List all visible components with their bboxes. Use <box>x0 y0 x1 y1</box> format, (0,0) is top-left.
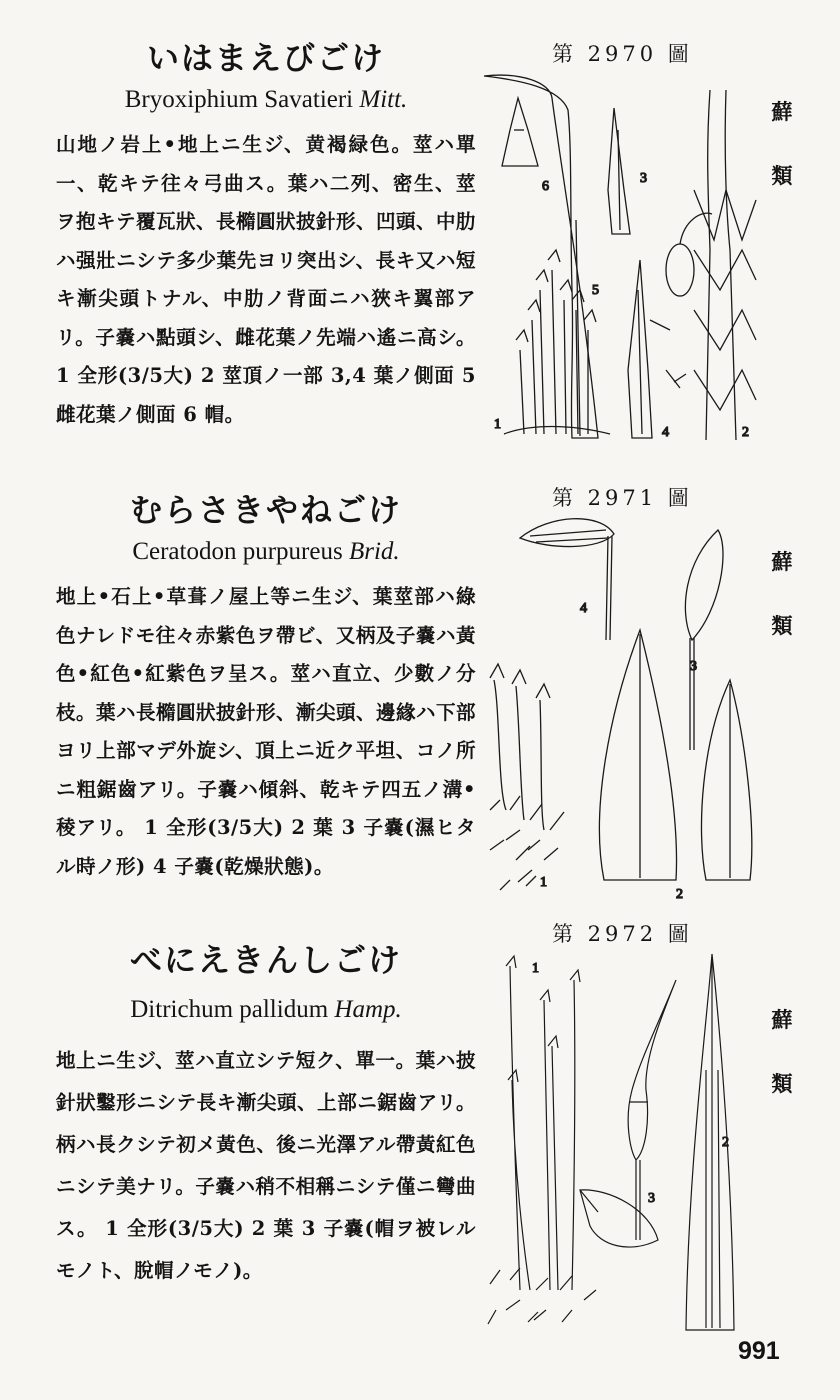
genus-species: Bryoxiphium Savatieri <box>124 86 354 113</box>
entry-title-ja: いはまえびごけ <box>146 39 385 77</box>
category-char: 蘚 <box>771 99 793 124</box>
author-abbrev: Brid. <box>348 538 400 565</box>
figure-number: 1 <box>494 417 501 432</box>
figure-number: 2 <box>676 887 683 900</box>
category-char: 類 <box>771 613 793 638</box>
category-tag <box>762 80 802 208</box>
entry-title-ja: むらさきやねごけ <box>129 491 402 529</box>
wet-capsule-drawing <box>685 530 723 750</box>
calyptra-drawing <box>502 98 538 166</box>
genus-species: Ditrichum pallidum <box>130 996 329 1023</box>
genus-species: Ceratodon purpureus <box>132 538 343 565</box>
category-char: 蘚 <box>771 1007 793 1032</box>
figure-number: 4 <box>580 601 587 616</box>
author-abbrev: Hamp. <box>334 996 402 1023</box>
habit-tuft-drawing <box>490 664 564 890</box>
figure-number: 2 <box>742 425 749 440</box>
entry-description: 山地ノ岩上•地上ニ生ジ、黄褐緑色。莖ハ單一、乾キテ往々弓曲ス。葉ハ二列、密生、莖ヲ抱キテ覆瓦狀、長橢圓狀披針形、凹頭、中肋ハ强壯ニシテ多少葉先ヨリ突出シ、長キ又ハ短キ漸尖頭トナル、中肋ノ背面ニハ狹キ翼部アリ。子嚢ハ點頭シ、雌花葉ノ先端ハ遙ニ高シ。1 全形(3/5大) 2 莖頂ノ一部 3,4 葉ノ側面 5 雌花葉ノ側面 6 帽。 <box>56 133 477 426</box>
category-char: 類 <box>771 1071 793 1096</box>
figure-number: 1 <box>540 875 547 890</box>
entry-2972-text <box>56 940 476 1292</box>
leaf-side-drawing-2 <box>628 260 686 438</box>
perichaetial-leaf-drawing <box>484 75 598 438</box>
capsule-drawing <box>580 1190 658 1247</box>
category-tag <box>762 988 802 1116</box>
category-char: 類 <box>771 163 793 188</box>
figure-number: 5 <box>592 283 599 298</box>
figure-number: 4 <box>662 425 669 440</box>
page-number: 991 <box>738 1337 780 1365</box>
figure-number: 1 <box>532 961 539 976</box>
entry-scientific-name <box>56 84 476 116</box>
figure-number: 3 <box>640 171 647 186</box>
figure-number: 3 <box>648 1191 655 1206</box>
entry-title-ja: べにえきんしごけ <box>129 941 402 979</box>
dry-capsule-drawing <box>520 519 614 640</box>
entry-description: 地上ニ生ジ、莖ハ直立シテ短ク、單一。葉ハ披針狀鑿形ニシテ長キ漸尖頭、上部ニ鋸齒アリ。柄ハ長クシテ初メ黃色、後ニ光澤アル帶黃紅色ニシテ美ナリ。子嚢ハ稍不相稱ニシテ僅ニ彎曲ス。 1 全形(3/5大) 2 葉 3 子嚢(帽ヲ被レルモノト、脫帽ノモノ)。 <box>56 1049 476 1282</box>
leaf-side-drawing <box>608 108 630 234</box>
author-abbrev: Mitt. <box>359 86 408 113</box>
figure-number: 6 <box>542 179 549 194</box>
figure-2971-illustration <box>480 510 760 900</box>
figure-2970-illustration <box>480 70 760 450</box>
category-char: 蘚 <box>771 549 793 574</box>
category-tag <box>762 530 802 658</box>
figure-label: 第 2970 圖 <box>552 42 693 66</box>
entry-2970-text <box>56 38 476 434</box>
entry-scientific-name <box>56 994 476 1026</box>
entry-description: 地上•石上•草葺ノ屋上等ニ生ジ、葉莖部ハ綠色ナレドモ往々赤紫色ヲ帶ビ、又柄及子嚢ハ黃色•紅色•紅紫色ヲ呈ス。莖ハ直立、少數ノ分枝。葉ハ長橢圓狀披針形、漸尖頭、邊緣ハ下部ヨリ上部マデ外旋シ、頂上ニ近ク平坦、コノ所ニ粗鋸齒アリ。子嚢ハ傾斜、乾キテ四五ノ溝•稜アリ。 1 全形(3/5大) 2 葉 3 子嚢(濕ヒタル時ノ形) 4 子嚢(乾燥狀態)。 <box>56 585 477 878</box>
figure-2972-illustration <box>480 950 740 1340</box>
figure-label: 第 2972 圖 <box>552 922 693 946</box>
entry-2971-text <box>56 490 476 886</box>
figure-number: 2 <box>722 1135 729 1150</box>
figure-label: 第 2971 圖 <box>552 486 693 510</box>
entry-scientific-name <box>56 536 476 568</box>
figure-number: 3 <box>690 659 697 674</box>
leaf-drawing <box>599 630 751 880</box>
habit-tuft-drawing <box>488 956 596 1324</box>
